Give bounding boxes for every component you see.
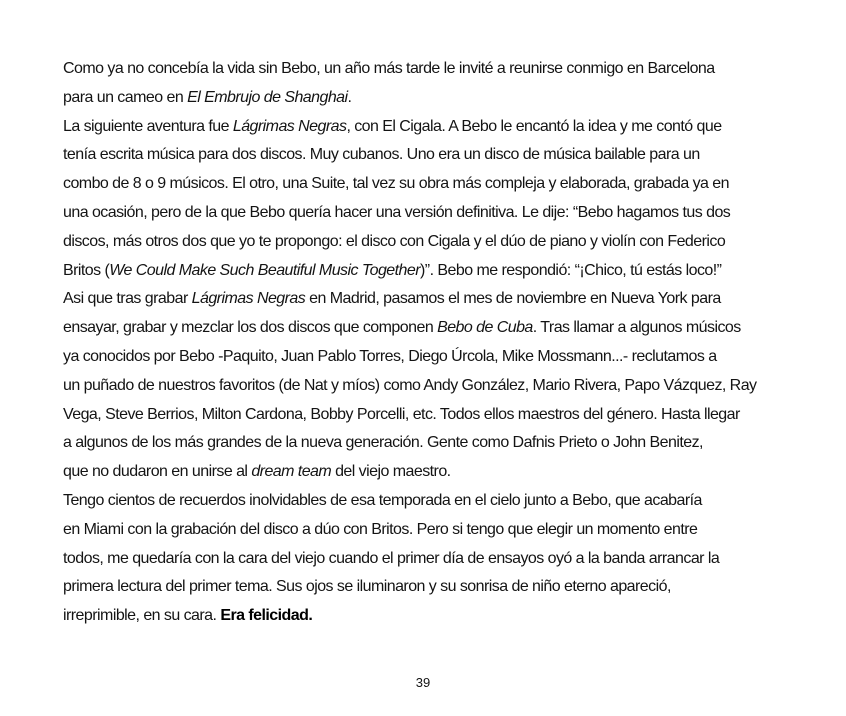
text-run: tenía escrita música para dos discos. Muy cubanos. Uno era un disco de música bailable para un — [63, 146, 700, 164]
text-run: en Madrid, pasamos el mes de noviembre en Nueva York para — [305, 290, 721, 308]
body-text — [63, 55, 803, 631]
text-run: Vega, Steve Berrios, Milton Cardona, Bobby Porcelli, etc. Todos ellos maestros del género. Hasta llegar — [63, 405, 740, 423]
text-line — [63, 343, 803, 372]
text-run: que no dudaron en unirse al — [63, 463, 252, 481]
text-line — [63, 257, 803, 286]
text-line — [63, 141, 803, 170]
text-line — [63, 487, 803, 516]
text-line — [63, 55, 803, 84]
text-line — [63, 170, 803, 199]
text-run: ensayar, grabar y mezclar los dos discos que componen — [63, 319, 438, 337]
italic-title: Bebo de Cuba — [437, 319, 533, 337]
text-run: a algunos de los más grandes de la nueva generación. Gente como Dafnis Prieto o John Benitez, — [63, 434, 703, 452]
text-run: todos, me quedaría con la cara del viejo cuando el primer día de ensayos oyó a la banda arrancar la — [63, 549, 720, 567]
page-number: 39 — [415, 675, 431, 690]
text-line — [63, 401, 803, 430]
text-run: Britos ( — [63, 261, 110, 279]
text-line — [63, 545, 803, 574]
text-line — [63, 228, 803, 257]
italic-title: El Embrujo de Shanghai — [187, 88, 348, 106]
text-run: )”. Bebo me respondió: “¡Chico, tú estás loco!” — [420, 261, 722, 279]
italic-title: We Could Make Such Beautiful Music Together — [109, 261, 421, 279]
text-line — [63, 372, 803, 401]
text-line — [63, 602, 803, 631]
text-line — [63, 314, 803, 343]
text-line — [63, 113, 803, 142]
text-run: del viejo maestro. — [331, 463, 451, 481]
text-run: un puñado de nuestros favoritos (de Nat y míos) como Andy González, Mario Rivera, Papo Vázquez, Ray — [63, 376, 757, 394]
text-run: discos, más otros dos que yo te propongo: el disco con Cigala y el dúo de piano y violín con Federico — [63, 232, 726, 250]
text-run: . Tras llamar a algunos músicos — [532, 319, 741, 337]
text-line — [63, 573, 803, 602]
text-run: , con El Cigala. A Bebo le encantó la idea y me contó que — [346, 117, 722, 135]
emphasis-text: Era felicidad. — [220, 607, 313, 625]
text-run: ya conocidos por Bebo -Paquito, Juan Pablo Torres, Diego Úrcola, Mike Mossmann...- reclutamos a — [63, 347, 717, 365]
text-line — [63, 516, 803, 545]
text-line — [63, 199, 803, 228]
text-run: para un cameo en — [63, 88, 188, 106]
text-line — [63, 285, 803, 314]
text-run: La siguiente aventura fue — [63, 117, 233, 135]
italic-title: Lágrimas Negras — [191, 290, 306, 308]
text-run: Como ya no concebía la vida sin Bebo, un año más tarde le invité a reunirse conmigo en Barcelona — [63, 60, 715, 77]
text-run: combo de 8 o 9 músicos. El otro, una Suite, tal vez su obra más compleja y elaborada, grabada ya en — [63, 175, 729, 193]
text-line — [63, 84, 803, 113]
text-run: Asi que tras grabar — [63, 290, 192, 308]
text-run: una ocasión, pero de la que Bebo quería hacer una versión definitiva. Le dije: “Bebo hagamos tus dos — [63, 203, 731, 221]
italic-title: Lágrimas Negras — [232, 117, 347, 135]
text-line — [63, 458, 803, 487]
text-run: . — [347, 88, 352, 106]
italic-title: dream team — [251, 463, 332, 481]
text-run: Tengo cientos de recuerdos inolvidables de esa temporada en el cielo junto a Bebo, que acabaría — [63, 491, 702, 509]
text-run: primera lectura del primer tema. Sus ojos se iluminaron y su sonrisa de niño eterno apareció, — [63, 578, 671, 596]
text-run: en Miami con la grabación del disco a dúo con Britos. Pero si tengo que elegir un momento entre — [63, 520, 698, 538]
text-line — [63, 429, 803, 458]
text-run: irreprimible, en su cara. — [63, 607, 221, 625]
